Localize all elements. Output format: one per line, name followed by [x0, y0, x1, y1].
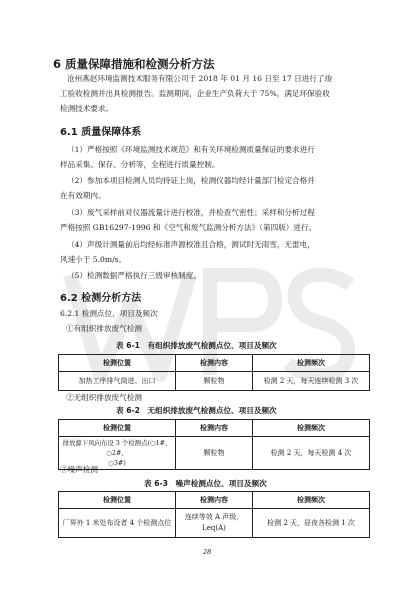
page-number: 28: [203, 548, 212, 556]
intro-line-3: 检测技术要求。: [60, 104, 114, 113]
qa-item-2-line-1: （2）参加本项目检测人员均持证上岗，检测仪器均经计量部门检定合格并: [67, 176, 315, 185]
qa-item-1-line-2: 样品采集、保存、分析等，全程进行质量控制。: [60, 160, 220, 169]
part-1-title: ①有组织排放废气检测: [66, 324, 142, 333]
qa-heading: 6.1 质量保障体系: [60, 127, 142, 138]
table-1-cell-location: 加热工序排气筒进、出口: [59, 372, 176, 391]
table-2-cell-frequency: 检测 2 天，每天检测 4 次: [253, 437, 370, 470]
table-2-location-line-2: ○3#): [108, 459, 126, 467]
table-3-header-location: 检测位置: [59, 492, 176, 509]
qa-item-5: （5）检测数据严格执行三级审核制度。: [67, 271, 201, 280]
table-1-caption: 表 6-1 有组织排放废气检测点位、项目及频次: [116, 341, 277, 350]
qa-item-1-line-1: （1）严格按照《环境监测技术规范》和有关环境检测质量保证的要求进行: [67, 145, 315, 154]
table-1-header-location: 检测位置: [59, 355, 176, 372]
table-3-cell-content: [176, 509, 253, 538]
methods-heading: 6.2 检测分析方法: [60, 293, 142, 304]
table-2-location-line-1: 排放源下风向布设 3 个检测点(○1#、○2#、: [62, 439, 172, 457]
table-2-header-frequency: 检测频次: [253, 420, 370, 437]
section-heading: 6 质量保障措施和检测分析方法: [53, 57, 215, 71]
table-3-cell-location: 厂界外 1 米处布设者 4 个检测点位: [59, 509, 176, 538]
table-1-header-frequency: 检测频次: [253, 355, 370, 372]
intro-line-1: 沧州燕赵环境监测技术服务有限公司于 2018 年 01 月 16 日至 17 日进行了竣: [67, 74, 333, 83]
qa-item-4-line-1: （4）声级计测量前后均经标准声源校准且合格，测试时无雨雪，无雷电，: [67, 240, 315, 249]
qa-item-3-line-2: 严格按照 GB16297-1996 和《空气和废气监测分析方法》（第四版）进行。: [60, 223, 317, 232]
intro-line-2: 工验收检测并出具检测报告。监测期间，企业生产负荷大于 75%，满足环保验收: [60, 89, 330, 98]
table-2-header-location: 检测位置: [59, 420, 176, 437]
table-1-header-content: 检测内容: [176, 355, 253, 372]
methods-subheading: 6.2.1 检测点位、项目及频次: [60, 309, 158, 318]
table-1-cell-frequency: 检测 2 天，每天连续检测 3 次: [253, 372, 370, 391]
table-1-cell-content: 颗粒物: [176, 372, 253, 391]
table-2-header-content: 检测内容: [176, 420, 253, 437]
table-3-content-line-1: 连续等效 A 声级，: [184, 513, 244, 521]
part-2-title: ②无组织排放废气检测: [66, 393, 142, 402]
qa-item-2-line-2: 在有效期内。: [60, 191, 106, 200]
table-3-caption: 表 6-3 噪声检测点位、项目及频次: [144, 479, 267, 488]
part-3-title: ③噪声检测: [60, 465, 98, 474]
qa-item-3-line-1: （3）废气采样前对仪器流量计进行校准，并检查气密性；采样和分析过程: [67, 208, 315, 217]
table-3-content-line-2: Leq(A): [202, 524, 226, 532]
table-3-header-content: 检测内容: [176, 492, 253, 509]
table-3-cell-frequency: 检测 2 天，昼夜各检测 1 次: [253, 509, 370, 538]
table-2-cell-content: 颗粒物: [176, 437, 253, 470]
qa-item-4-line-2: 风速小于 5.0m/s。: [60, 255, 127, 264]
table-2: [58, 419, 370, 470]
table-3: [58, 491, 370, 538]
table-2-caption: 表 6-2 无组织排放废气检测点位、项目及频次: [116, 406, 277, 415]
table-1: [58, 354, 370, 391]
table-3-header-frequency: 检测频次: [253, 492, 370, 509]
